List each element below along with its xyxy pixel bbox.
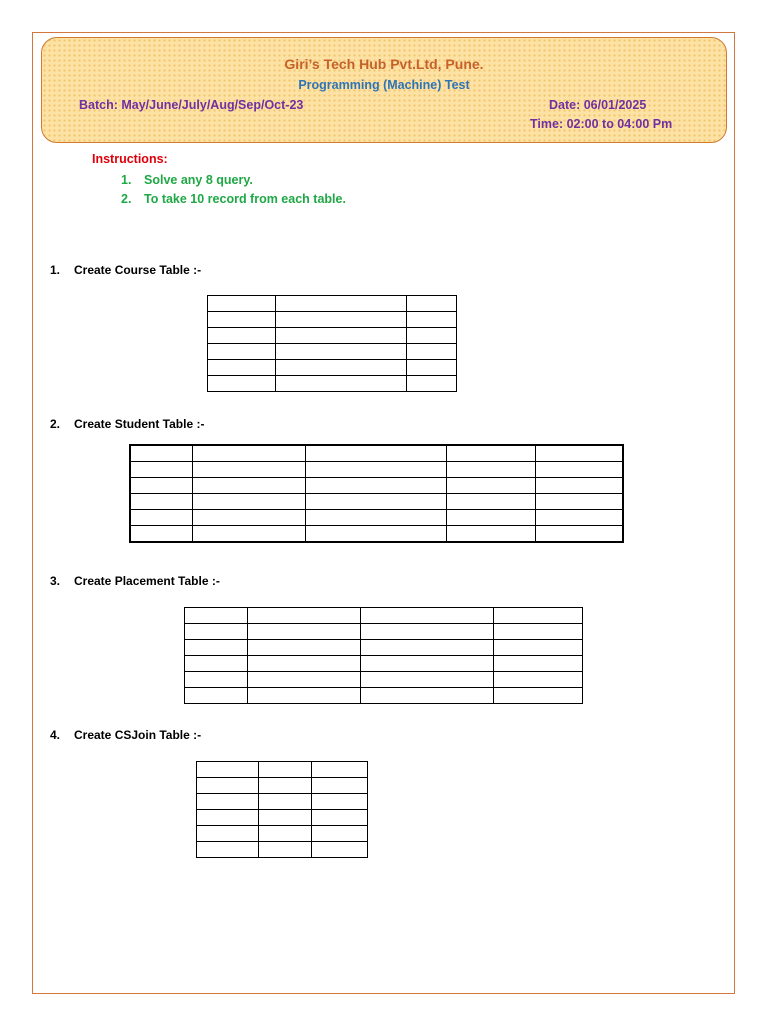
table-row xyxy=(185,624,583,640)
table-cell xyxy=(312,842,368,858)
company-title: Giri’s Tech Hub Pvt.Ltd, Pune. xyxy=(284,56,484,72)
table-cell xyxy=(407,344,457,360)
table-cell xyxy=(305,478,446,494)
instruction-text: To take 10 record from each table. xyxy=(144,192,346,206)
table-cell xyxy=(275,376,406,392)
table-cell xyxy=(305,445,446,462)
table-cell xyxy=(535,494,623,510)
table-cell xyxy=(258,810,312,826)
table-cell xyxy=(494,688,583,704)
table-row xyxy=(197,778,368,794)
table-cell xyxy=(185,624,248,640)
table-row xyxy=(130,478,623,494)
table-row xyxy=(208,296,457,312)
table-cell xyxy=(494,624,583,640)
section-text: Create CSJoin Table :- xyxy=(74,728,202,742)
table-cell xyxy=(494,672,583,688)
table-row xyxy=(130,510,623,526)
section-text: Create Placement Table :- xyxy=(74,574,220,588)
table-row xyxy=(185,672,583,688)
table-cell xyxy=(312,778,368,794)
table-cell xyxy=(197,778,259,794)
table-cell xyxy=(535,462,623,478)
table-cell xyxy=(247,672,360,688)
table-cell xyxy=(185,608,248,624)
table-row xyxy=(130,445,623,462)
table-cell xyxy=(193,445,306,462)
table-cell xyxy=(130,445,193,462)
table-cell xyxy=(193,462,306,478)
instruction-item xyxy=(121,192,346,206)
table-row xyxy=(130,526,623,543)
table-row xyxy=(185,688,583,704)
table-row xyxy=(185,656,583,672)
table-cell xyxy=(407,312,457,328)
table-cell xyxy=(208,312,276,328)
time-label: Time: 02:00 to 04:00 Pm xyxy=(530,117,673,131)
table-row xyxy=(130,494,623,510)
table-cell xyxy=(258,762,312,778)
table-cell xyxy=(360,688,494,704)
section-heading-course xyxy=(50,263,201,277)
table-row xyxy=(197,794,368,810)
instructions-heading: Instructions: xyxy=(92,152,168,166)
table-cell xyxy=(275,296,406,312)
table-cell xyxy=(247,624,360,640)
table-cell xyxy=(494,640,583,656)
section-heading-placement xyxy=(50,574,220,588)
table-cell xyxy=(305,510,446,526)
table-cell xyxy=(494,608,583,624)
table-cell xyxy=(312,762,368,778)
table-cell xyxy=(247,656,360,672)
table-row xyxy=(208,376,457,392)
table-cell xyxy=(193,478,306,494)
table-cell xyxy=(185,688,248,704)
csjoin-table xyxy=(196,761,368,858)
table-cell xyxy=(305,462,446,478)
table-row xyxy=(208,312,457,328)
table-row xyxy=(130,462,623,478)
table-cell xyxy=(407,328,457,344)
table-cell xyxy=(535,510,623,526)
section-heading-student xyxy=(50,417,204,431)
instruction-number: 2. xyxy=(121,192,132,206)
section-heading-csjoin xyxy=(50,728,201,742)
table-row xyxy=(197,762,368,778)
table-cell xyxy=(247,640,360,656)
table-row xyxy=(197,826,368,842)
section-number: 4. xyxy=(50,728,61,742)
section-number: 1. xyxy=(50,263,61,277)
table-cell xyxy=(258,778,312,794)
table-cell xyxy=(208,328,276,344)
instruction-number: 1. xyxy=(121,173,132,187)
table-row xyxy=(185,640,583,656)
table-cell xyxy=(185,656,248,672)
table-cell xyxy=(494,656,583,672)
table-cell xyxy=(197,842,259,858)
table-cell xyxy=(258,842,312,858)
table-cell xyxy=(447,478,536,494)
section-number: 3. xyxy=(50,574,61,588)
table-row xyxy=(185,608,583,624)
table-cell xyxy=(360,624,494,640)
table-cell xyxy=(130,510,193,526)
student-table xyxy=(129,444,624,543)
table-cell xyxy=(407,376,457,392)
placement-table xyxy=(184,607,583,704)
table-cell xyxy=(360,672,494,688)
table-cell xyxy=(312,810,368,826)
table-row xyxy=(208,328,457,344)
batch-label: Batch: May/June/July/Aug/Sep/Oct-23 xyxy=(79,98,304,112)
table-cell xyxy=(208,360,276,376)
section-number: 2. xyxy=(50,417,61,431)
table-cell xyxy=(208,296,276,312)
table-cell xyxy=(130,526,193,543)
table-cell xyxy=(197,794,259,810)
table-cell xyxy=(305,526,446,543)
table-cell xyxy=(447,462,536,478)
table-cell xyxy=(447,445,536,462)
table-cell xyxy=(447,526,536,543)
table-cell xyxy=(208,376,276,392)
table-cell xyxy=(275,360,406,376)
table-cell xyxy=(193,526,306,543)
table-cell xyxy=(407,296,457,312)
table-cell xyxy=(275,328,406,344)
table-row xyxy=(208,344,457,360)
section-text: Create Student Table :- xyxy=(74,417,205,431)
table-cell xyxy=(275,312,406,328)
table-row xyxy=(208,360,457,376)
table-cell xyxy=(130,494,193,510)
section-text: Create Course Table :- xyxy=(74,263,202,277)
table-cell xyxy=(193,510,306,526)
table-cell xyxy=(197,762,259,778)
course-table xyxy=(207,295,457,392)
table-cell xyxy=(247,688,360,704)
table-cell xyxy=(275,344,406,360)
table-row xyxy=(197,810,368,826)
table-cell xyxy=(360,608,494,624)
table-cell xyxy=(258,794,312,810)
table-cell xyxy=(185,640,248,656)
table-cell xyxy=(193,494,306,510)
table-cell xyxy=(535,478,623,494)
table-cell xyxy=(305,494,446,510)
test-subtitle: Programming (Machine) Test xyxy=(298,78,470,92)
table-cell xyxy=(130,462,193,478)
table-cell xyxy=(197,810,259,826)
table-cell xyxy=(312,826,368,842)
header-banner xyxy=(41,37,727,143)
table-cell xyxy=(130,478,193,494)
table-cell xyxy=(447,510,536,526)
table-cell xyxy=(247,608,360,624)
table-cell xyxy=(258,826,312,842)
table-cell xyxy=(360,656,494,672)
table-row xyxy=(197,842,368,858)
table-cell xyxy=(197,826,259,842)
table-cell xyxy=(208,344,276,360)
table-cell xyxy=(447,494,536,510)
table-cell xyxy=(360,640,494,656)
table-cell xyxy=(535,445,623,462)
table-cell xyxy=(185,672,248,688)
instruction-text: Solve any 8 query. xyxy=(144,173,253,187)
date-label: Date: 06/01/2025 xyxy=(549,98,647,112)
table-cell xyxy=(535,526,623,543)
table-cell xyxy=(312,794,368,810)
table-cell xyxy=(407,360,457,376)
instruction-item xyxy=(121,173,253,187)
